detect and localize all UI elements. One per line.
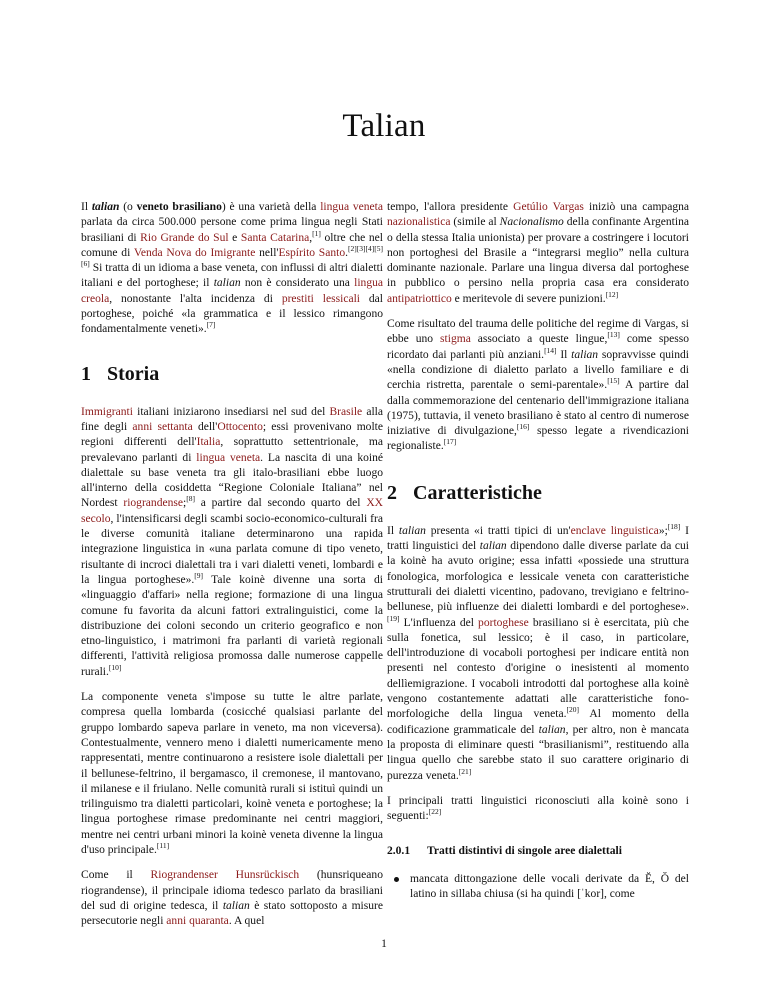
text-run: Tale koinè divenne una sorta di «linguaggio d'affari» nella regione; formazione di una lingua comune fu favorita da alcuni fattori extralinguistici, come la distribuzione dei coloni secondo un criterio geografico e non etno-linguistico, i matrimoni fra parlanti di varietà regionali differenti, l'attività religiosa promossa dalle numerose cappelle rurali. [81,573,383,678]
text-run: talian [479,540,507,553]
text-run: parlata da circa 500.000 persone come prima lingua negli Stati brasiliani di [81,216,383,244]
storia-paragraph-1 [81,405,383,680]
text-run: tempo, l'allora presidente [387,201,514,213]
text-run: veneto brasiliano [136,201,222,213]
wiki-link[interactable]: Espírito Santo [278,246,346,259]
text-run: dal portoghese, poiché «la grammatica e il lessico rimangono fondamentalmente veneti». [81,292,383,336]
text-run: brasiliano si è esercitata, più che sulla fonetica, sul lessico; è il caso, in particolare, dell'introduzione di vocaboli portoghesi per indicare entità non presenti nel contesto d'origine o inesistenti al momento dellìemigrazione. I vocaboli introdotti dal portoghese alla koinè vengono costantemente adattati alle caratteristiche fono-morfologiche della lingua veneta. [387,616,690,721]
text-run: ; essi provenivano molte regioni differenti dell' [81,420,383,449]
subsection-title: Tratti distintivi di singole aree dialettali [427,845,622,858]
section-title: Caratteristiche [413,481,542,504]
text-run: iniziò una campagna [583,201,690,213]
text-run: talian [213,277,241,290]
wiki-link[interactable]: stigma [440,333,471,346]
text-run: , nonostante l'alta incidenza di [109,292,282,305]
wiki-link[interactable]: Ottocento [217,420,263,433]
text-run: spesso legate a rivendicazioni regionaliste. [387,425,690,453]
wiki-link[interactable]: Rio Grande do Sul [140,231,229,244]
section-number: 1 [81,362,91,385]
text-run: talian [91,201,120,213]
features-list [387,872,689,903]
page-number: 1 [381,938,387,950]
section-heading-caratteristiche [387,481,689,505]
text-run: italiani iniziarono insediarsi nel sud del [132,405,330,418]
text-run: dell' [192,420,218,433]
bullet-icon [394,877,399,882]
text-run: (o [119,201,137,213]
subsection-heading [387,844,689,859]
text-run: L'influenza del [399,616,479,629]
text-run: Il [81,201,92,213]
text-run: Nacionalismo [499,216,564,229]
section-title: Storia [107,362,160,385]
right-column [387,200,689,902]
section-number: 2 [387,481,397,504]
text-run: . [345,246,348,259]
storia-continuation-paragraph [387,200,689,307]
text-run: non è considerato una [240,277,355,290]
text-run: ; [183,497,187,510]
subsection-number: 2.0.1 [387,845,411,858]
wiki-link[interactable]: enclave linguistica [570,524,659,537]
trauma-paragraph [387,317,689,455]
text-run: della confinante Argentina o della stessa Italia unionista) per provare a costringere i locutori non portoghesi del Brasile a “integrarsi meglio” nella cultura dominante nazionale. Parlare una lingua diversa dal portoghese in pubblico o persino nella propria casa era considerato [387,216,689,290]
citation-ref[interactable]: [18] [667,521,681,531]
citation-ref[interactable]: [22] [428,807,442,817]
wiki-link[interactable]: XX secolo [81,497,383,525]
wiki-link[interactable]: Brasile [329,405,363,418]
text-run: Come risultato del trauma delle politiche del regime di Vargas, si ebbe uno [387,318,689,346]
list-item-text: mancata dittongazione delle vocali derivate da Ĕ, Ŏ del latino in sillaba chiusa (si ha quindi [ˈkor], come [410,872,689,900]
text-run: sopravvisse quindi «nella condizione di dialetto parlato a livello familiare e di cerchia ristretta, parentale o semi-parentale». [387,348,689,392]
text-run: a partire dal secondo quarto del [194,497,367,510]
wiki-link[interactable]: Getúlio Vargas [513,201,584,213]
wiki-link[interactable]: lingua veneta [196,451,261,464]
text-run: talian [398,524,426,537]
text-run: talian [571,348,599,361]
text-run: , per altro, non è mancata la proposta di eliminare questi “brasilianismi”, restituendo alla lingua quello che sarebbe stato il suo carattere originario di purezza veneta. [387,723,689,782]
citation-ref[interactable]: [21] [458,766,472,776]
text-run: I tratti linguistici del [387,524,689,553]
text-run: e [228,231,241,244]
text-run: (hunsriqueano riograndense), il principale idioma tedesco parlato da brasiliani del sud di origine tedesca, il [81,869,383,912]
wiki-link[interactable]: anni quaranta [166,915,229,928]
text-run: alla fine degli [81,405,383,433]
text-run: Il [556,348,572,361]
text-run: talian [538,723,566,736]
wiki-link[interactable]: antipatriottico [387,292,452,305]
wiki-link[interactable]: riograndense [123,497,183,510]
wiki-link[interactable]: Venda Nova do Imigrante [133,246,256,259]
caratteristiche-paragraph-2 [387,794,689,825]
text-run: A partire dal dalla commemorazione del centenario dell'immigrazione italiana (1975), tuttavia, il veneto brasiliano è stato al centro di numerose iniziative di divulgazione, [387,379,689,438]
citation-ref[interactable]: [15] [607,376,620,386]
citation-ref[interactable]: [9] [194,570,203,580]
section-heading-storia [81,362,383,386]
text-run: dipendono dalle diverse parlate da cui la koinè ha avuto origine; essa infatti «possiede una struttura fonologica, morfologica e lessicale veneta con caratteristiche strutturali dei dialetti vicentino, padovano, trevigiano e feltrino-bellunese, più influenze dei dialetti lombardi e del portoghese». [387,540,689,614]
citation-ref[interactable]: [12] [605,289,619,299]
wiki-link[interactable]: lingua creola [81,277,383,305]
text-run: . A quel [228,915,265,928]
text-run: Come il [81,869,151,882]
wiki-link[interactable]: Riograndenser Hunsrückisch [150,869,300,882]
wiki-link[interactable]: Italia [196,436,221,449]
text-run: nell' [255,246,279,259]
left-column [81,200,383,939]
text-run: Si tratta di un idioma a base veneta, con influssi di altri dialetti italiani e del portoghese; il [81,262,383,290]
text-run: (simile al [450,216,500,229]
text-run: è stato sottoposto a misure persecutorie negli [81,899,383,928]
text-run: Al momento della codificazione grammaticale del [387,708,689,736]
citation-ref[interactable]: [20] [566,705,580,715]
text-run: , l'intensificarsi degli scambi socio-economico-culturali fra le diverse comunità italiane determinarono una rapida integrazione linguistica in «una parlata comune di tipo veneto, risultante di incroci dialettali tra i vari dialetti veneti, lombardi e la lingua portoghese». [81,512,383,586]
text-run: I principali tratti linguistici riconosciuti alla koinè sono i seguenti: [387,794,689,823]
citation-ref[interactable]: [11] [156,840,170,850]
text-run: , [309,231,313,244]
text-run: e meritevole di severe punizioni. [451,292,606,305]
caratteristiche-paragraph-1 [387,521,690,784]
wiki-link[interactable]: portoghese [478,616,529,629]
wiki-link[interactable]: lingua veneta [320,201,383,213]
wiki-link[interactable]: Santa Catarina [240,231,310,244]
text-run: oltre che nel comune di [81,231,384,259]
citation-ref[interactable]: [8] [186,494,195,504]
text-run: talian [222,899,250,912]
text-run: associato a queste lingue, [470,333,608,346]
text-run: Il [387,524,399,537]
citation-ref[interactable]: [17] [443,437,457,447]
citation-ref[interactable]: [19] [387,613,400,623]
wiki-link[interactable]: nazionalistica [387,216,451,229]
citation-ref[interactable]: [13] [607,330,620,340]
text-run: come spesso ricordato dai parlanti più anziani. [387,333,689,361]
text-run: La componente veneta s'impose su tutte le altre parlate, compresa quella lombarda (cosicché qualsiasi parlante del gruppo lombardo sapeva parlare in veneto, ma non viceversa). Contestualmente, vennero meno i dialetti numericamente meno rappresentati, mentre continuarono a resistere isole dialettali per il bellunese-feltrino, il bergamasco, il cremonese, il mantovano, il milanese e il friulano. Nelle comunità rurali si istituì quindi un trilinguismo tra dialetti particolari, koinè veneta e portoghese; la lingua portoghese rimase predominante nei centri maggiori, mentre nei centri urbani minori la koinè veneta divenne la lingua d'uso principale. [81,691,383,856]
citation-ref[interactable]: [10] [108,662,122,672]
storia-paragraph-2 [81,690,383,858]
citation-ref[interactable]: [2][3][4][5][6] [81,243,383,269]
text-run: . La nascita di una koiné dialettale su base veneta tra gli italo-brasiliani ebbe luogo all'interno della cosiddetta “Regione Coloniale Italiana” nel Nordest [81,451,383,510]
storia-paragraph-3 [81,868,383,929]
text-run: , soprattutto settentrionale, ma prevalevano parlanti di [81,436,383,464]
wiki-link[interactable]: Immigranti [81,405,133,418]
text-run: presenta «i tratti tipici di un' [425,524,571,537]
citation-ref[interactable]: [7] [206,320,216,330]
list-item [402,872,689,903]
text-run: ) è una varietà della [221,201,321,213]
citation-ref[interactable]: [16] [516,422,530,432]
article-title: Talian [342,108,426,144]
text-run: »; [658,524,668,537]
intro-paragraph [81,200,383,338]
citation-ref[interactable]: [14] [544,345,557,355]
citation-ref[interactable]: [1] [312,228,321,238]
wiki-link[interactable]: anni settanta [132,420,193,433]
wiki-link[interactable]: prestiti lessicali [281,292,360,305]
